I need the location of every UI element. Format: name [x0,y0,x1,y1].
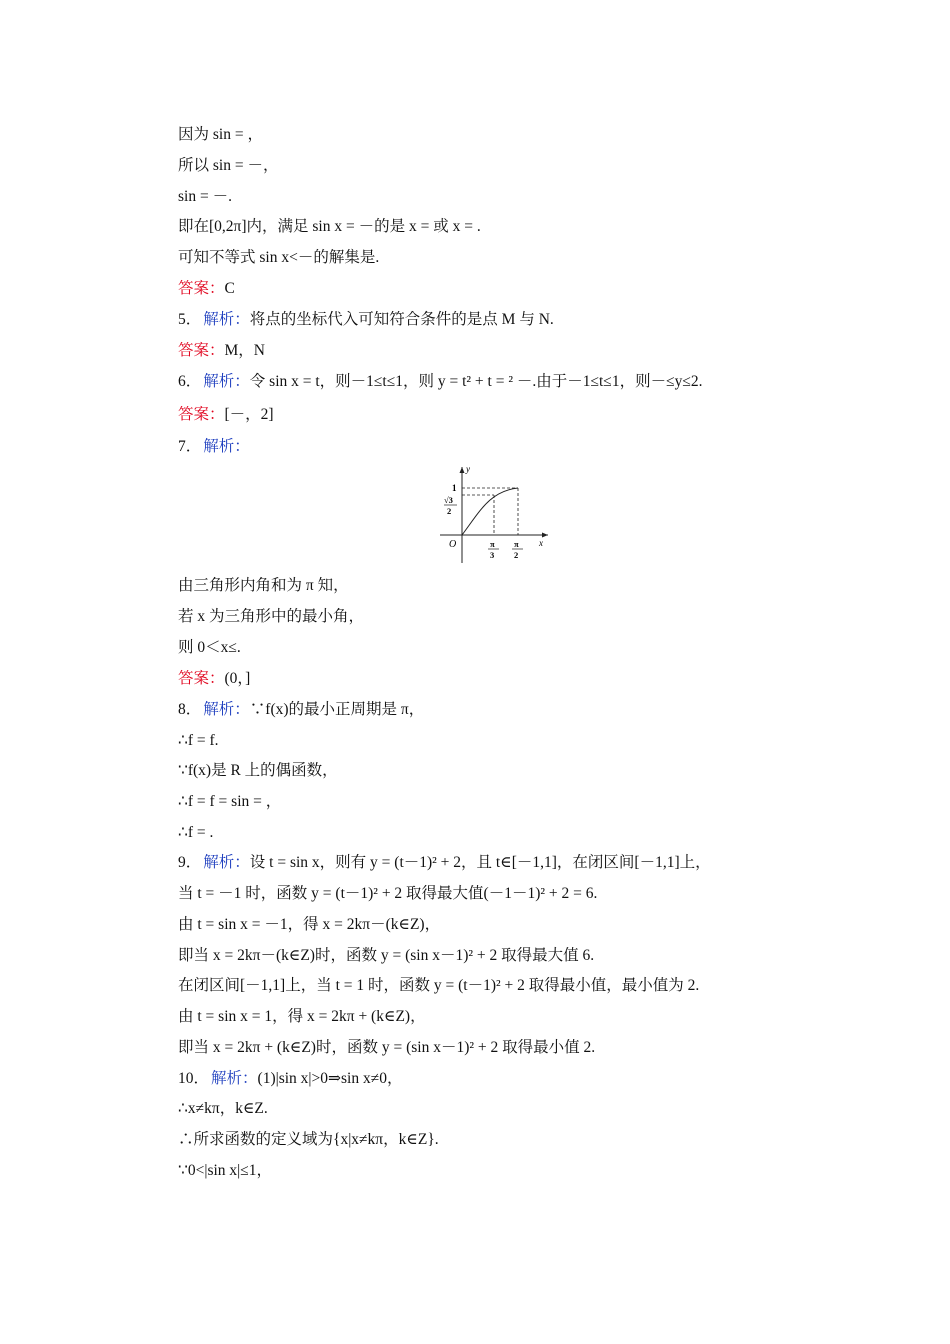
solution-line: 由 t = sin x = 1，得 x = 2kπ + (k∈Z)， [178,1008,426,1025]
x-tick-label: π [514,539,519,549]
solution-line: 因为 sin = ， [178,126,263,143]
solution-line: ∴f = f = sin = ， [178,793,282,810]
x-tick-label: 3 [490,550,495,560]
answer-label: 答案： [178,670,225,687]
y-axis-arrow-icon [460,467,465,473]
analysis-label: 解析： [203,438,250,455]
answer-line: 答案：C [178,280,235,297]
y-axis-label: y [466,464,470,474]
x-tick-label: 2 [514,550,519,560]
sine-graph-figure [432,463,552,565]
problem-8-analysis: 8． 解析：∵f(x)的最小正周期是 π， [178,701,425,718]
answer-line: 答案：M，N [178,342,265,359]
x-axis-label: x [539,538,543,548]
solution-line: 由三角形内角和为 π 知， [178,577,349,594]
answer-line: 答案：[－，2] [178,406,274,423]
answer-label: 答案： [178,342,225,359]
solution-line: ∵f(x)是 R 上的偶函数， [178,762,338,779]
solution-line: ∴x≠kπ，k∈Z. [178,1100,268,1117]
solution-line: ∴所求函数的定义域为{x|x≠kπ，k∈Z}. [178,1131,439,1148]
problem-6-analysis: 6． 解析：令 sin x = t，则－1≤t≤1，则 y = t² + t = ² －.由于－1≤t≤1，则－≤y≤2. [178,373,703,390]
solution-line: 即在[0,2π]内，满足 sin x = －的是 x = 或 x = . [178,218,481,235]
problem-5-analysis: 5． 解析：将点的坐标代入可知符合条件的是点 M 与 N. [178,311,554,328]
solution-line: 可知不等式 sin x<－的解集是. [178,249,380,266]
problem-9-analysis: 9． 解析：设 t = sin x，则有 y = (t－1)² + 2，且 t∈[－1,1]，在闭区间[－1,1]上， [178,854,711,871]
analysis-label: 解析： [203,854,250,871]
solution-line: 当 t = －1 时，函数 y = (t－1)² + 2 取得最大值(－1－1)² + 2 = 6. [178,885,598,902]
solution-line: 即当 x = 2kπ－(k∈Z)时，函数 y = (sin x－1)² + 2 取得最大值 6. [178,947,595,964]
answer-label: 答案： [178,280,225,297]
analysis-label: 解析： [211,1070,258,1087]
origin-label: O [449,539,457,550]
solution-line: ∴f = f. [178,732,219,749]
solution-line: 即当 x = 2kπ + (k∈Z)时，函数 y = (sin x－1)² + 2 取得最小值 2. [178,1039,596,1056]
solution-line: 在闭区间[－1,1]上，当 t = 1 时，函数 y = (t－1)² + 2 取得最小值，最小值为 2. [178,977,700,994]
answer-line: 答案：(0，] [178,670,251,687]
solution-line: 则 0＜x≤. [178,639,241,656]
y-tick-label: √3 [444,495,453,505]
solution-line: sin = －. [178,188,232,205]
problem-7-analysis: 7． 解析： [178,438,250,455]
solution-line: 由 t = sin x = －1，得 x = 2kπ－(k∈Z)， [178,916,441,933]
solution-line: ∴f = . [178,824,214,841]
solution-line: 若 x 为三角形中的最小角， [178,608,365,625]
answer-label: 答案： [178,406,225,423]
y-tick-label: 1 [452,483,457,493]
x-axis-arrow-icon [542,533,548,538]
problem-10-analysis: 10． 解析：(1)|sin x|>0⇒sin x≠0， [178,1070,403,1087]
x-tick-label: π [490,539,495,549]
analysis-label: 解析： [203,311,250,328]
y-tick-label: 2 [447,506,452,516]
solution-line: 所以 sin = －， [178,157,279,174]
solution-line: ∵0<|sin x|≤1， [178,1162,273,1179]
analysis-label: 解析： [203,701,250,718]
analysis-label: 解析： [203,373,250,390]
